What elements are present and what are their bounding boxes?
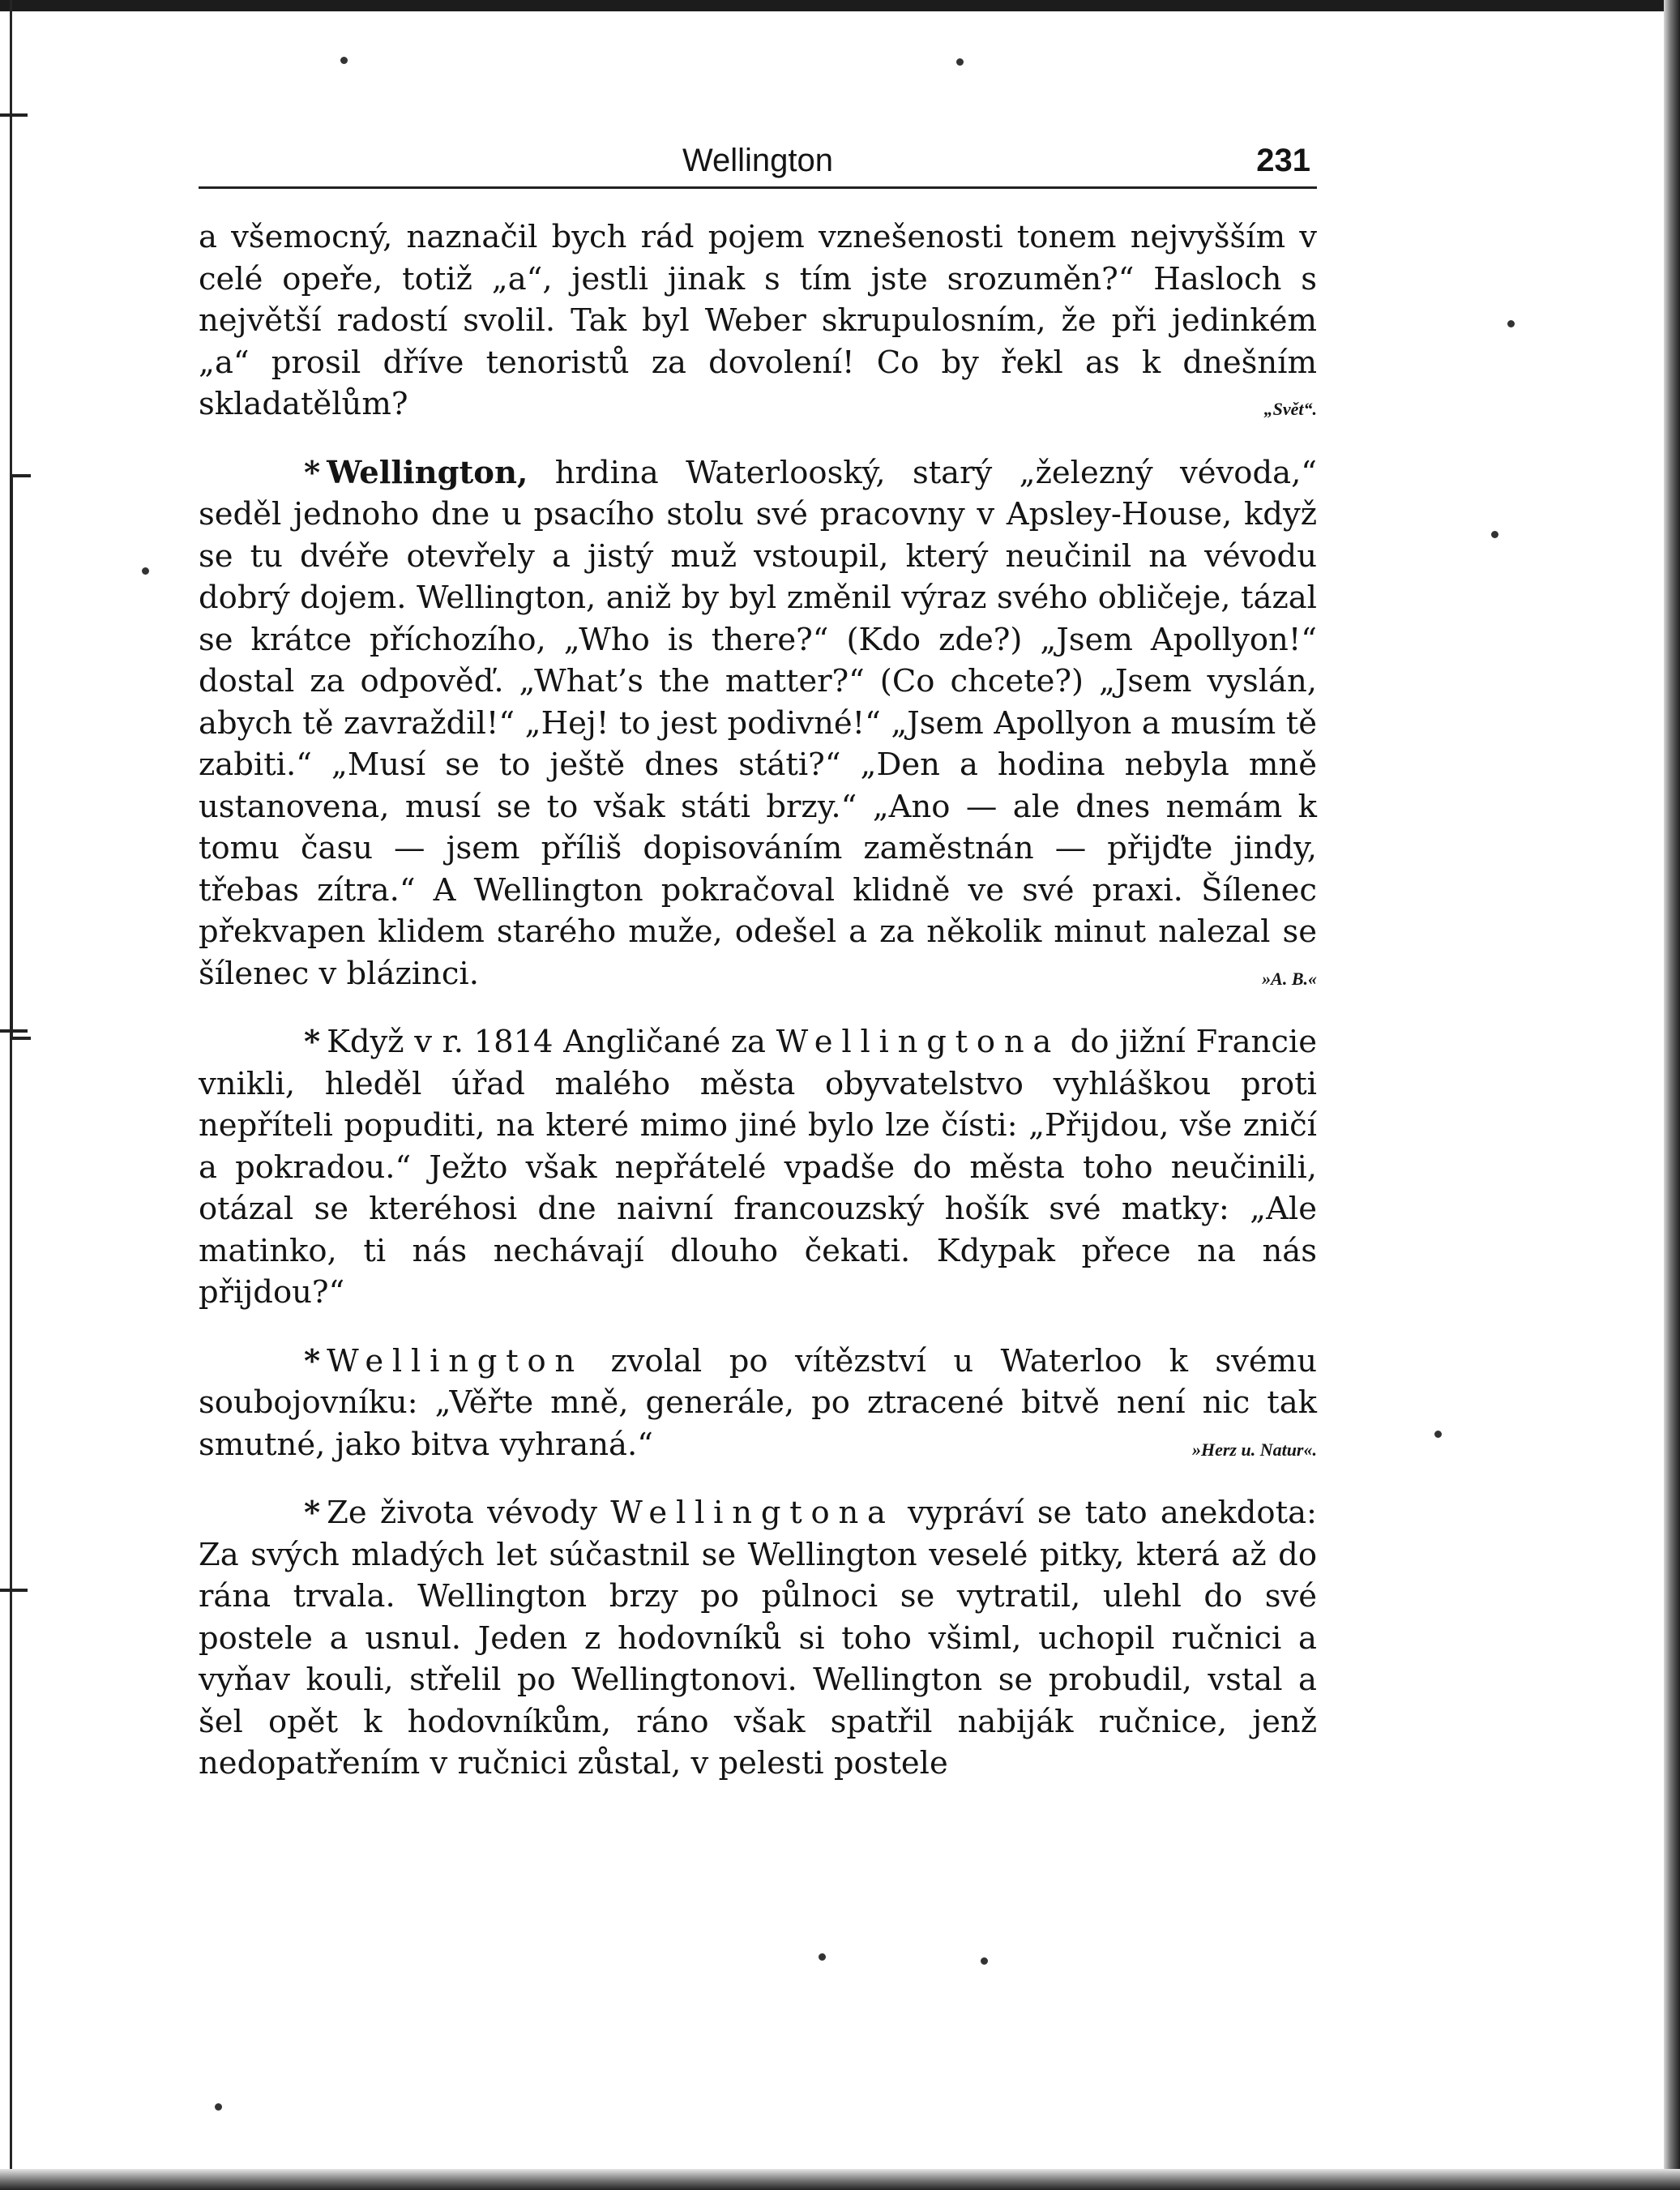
spaced-name: Wellington: [327, 1342, 584, 1379]
paragraph-text: vypráví se tato anekdota: Za svých mladých let súčastnil se Wellington veselé pitky, která až do rána trvala. Wellington brzy po půlnoci se vytratil, ulehl do své postele a usnul. Jeden z hodovníků si toho všiml, uchopil ručnici a vyňav kouli, střelil po Wellingtonovi. Wellington se probudil, vstal a šel opět k hodovníkům, ráno však spatřil nabiják ručnice, jenž nedopatřením v ručnici zůstal, v pelesti postele: [199, 1495, 1317, 1782]
scan-bottom-edge: [0, 2169, 1680, 2190]
anecdote-apollyon: [199, 452, 1317, 995]
paragraph-continuation: [199, 216, 1317, 426]
scan-speck: [215, 2103, 222, 2111]
paragraph-text: zvolal po vítězství u Waterloo k svému soubojovníku: „Věřte mně, generále, po ztracené bitvě není nic tak smutné, jako bitva vyhraná.“: [199, 1342, 1317, 1463]
margin-bracket: [10, 474, 31, 1040]
scan-speck: [142, 567, 149, 575]
scan-top-edge: [0, 0, 1680, 11]
margin-tick: [0, 1029, 28, 1033]
scan-speck: [1491, 531, 1498, 538]
paragraph-text-start: Ze života vévody: [327, 1495, 611, 1531]
scan-left-edge: [10, 0, 12, 2190]
asterisk-marker: *: [304, 1342, 321, 1379]
source-attribution: „Svět“.: [1263, 399, 1317, 419]
book-page: [199, 138, 1317, 1785]
page-number: 231: [1256, 143, 1310, 178]
scan-speck: [981, 1957, 988, 1965]
paragraph-text: a všemocný, naznačil bych rád pojem vznešenosti tonem nejvyšším v celé opeře, totiž „a“, jestli jinak s tím jste srozuměn?“ Hasloch s největší radostí svolil. Tak byl Weber skrupulosním, že při jedinkém „a“ prosil dříve tenoristů za dovolení! Co by řekl as k dnešním skladatělům?: [199, 219, 1317, 422]
anecdote-waterloo: [199, 1341, 1317, 1466]
scan-speck: [819, 1953, 826, 1961]
scan-speck: [1434, 1431, 1442, 1438]
source-attribution: »A. B.«: [1262, 968, 1317, 989]
margin-tick: [0, 1589, 28, 1592]
scan-speck: [340, 57, 348, 64]
paragraph-text: do jižní Francie vnikli, hleděl úřad malého města obyvatelstvo vyhláškou proti nepříteli popuditi, na které mimo jiné bylo lze čísti: „Přijdou, vše zničí a pokradou.“ Ježto však nepřátelé vpadše do města toho neučinili, otázal se kteréhosi dne naivní francouzský hošík své matky: „Ale matinko, ti nás nechávají dlouho čekati. Kdypak přece na nás přijdou?“: [199, 1024, 1317, 1311]
running-title: Wellington: [682, 143, 834, 178]
paragraph-text: hrdina Waterlooský, starý „železný vévoda,“ seděl jednoho dne u psacího stolu své pracovny v Apsley-House, když se tu dvéře otevřely a jistý muž vstoupil, který neučinil na vévodu dobrý dojem. Wellington, aniž by byl změnil výraz svého obličeje, tázal se krátce příchozího, „Who is there?“ (Kdo zde?) „Jsem Apollyon!“ dostal za odpověď. „What’s the matter?“ (Co chcete?) „Jsem vyslán, abych tě zavraždil!“ „Hej! to jest podivné!“ „Jsem Apollyon a musím tě zabiti.“ „Musí se to ještě dnes státi?“ „Den a hodina nebyla mně ustanovena, musí se to však státi brzy.“ „Ano — ale dnes nemám k tomu času — jsem příliš dopisováním zaměstnán — přijďte jindy, třebas zítra.“ A Wellington pokračoval klidně ve své praxi. Šílenec překvapen klidem starého muže, odešel a za několik minut nalezal se šílenec v blázinci.: [199, 454, 1317, 992]
spaced-name: Wellingtona: [610, 1495, 895, 1531]
margin-tick: [0, 113, 28, 117]
source-attribution: »Herz u. Natur«.: [1191, 1439, 1317, 1460]
scan-speck: [956, 58, 964, 66]
asterisk-marker: *: [304, 1024, 321, 1060]
asterisk-marker: *: [304, 454, 321, 491]
anecdote-party: [199, 1492, 1317, 1785]
lead-word: Wellington,: [327, 454, 528, 491]
scan-right-edge: [1664, 0, 1680, 2190]
scan-speck: [1507, 320, 1515, 327]
paragraph-text-start: Když v r. 1814 Angličané za: [327, 1024, 776, 1060]
asterisk-marker: *: [304, 1495, 321, 1531]
page-header: [199, 138, 1317, 189]
anecdote-1814: [199, 1021, 1317, 1314]
spaced-name: Wellingtona: [776, 1024, 1061, 1060]
